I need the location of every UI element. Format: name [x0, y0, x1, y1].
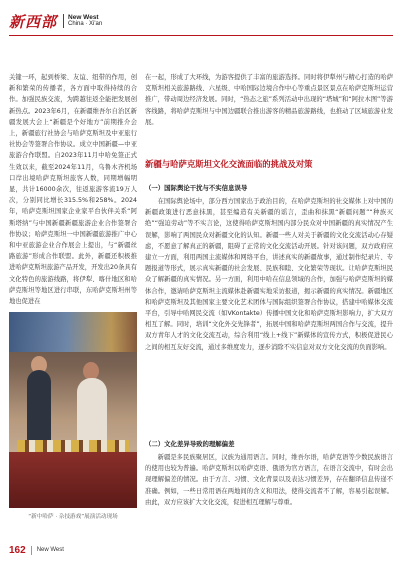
photo-display-table: [9, 452, 137, 508]
footer-magazine-name: New West: [36, 547, 64, 553]
page-footer: [9, 544, 64, 556]
left-paragraph: 关键一环，起到桥梁、友谊、纽带的作用，创新和繁荣的传播者，各方面中取得持续的合作。加强民族交流，为跨越往返全能把发展创新热点。2023年6月，在新疆维吾尔自治区新疆发展大会上“新疆是个好地方”前期推介会上，新疆旅行社协会与哈萨克斯坦及中亚旅行社协会等签署合作协议。成立中国新疆—中亚旅游合作联盟。自2023年11月中哈免签正式生效以来，截至2024年11月，乌鲁木齐机场口岸出境哈萨克斯坦旅客人数，同期增幅明显，共计16000余次，往返旅游客流19万人次，分别同比增长315.5%和258%。2024年，哈萨克斯坦国家企业家平台伙伴关系“阿斯塔纳”与中国新疆新疆旅游企业合作签署合作协议；哈萨克斯坦一中国新疆旅游推广中心和中亚旅游企业合作展会上提出，与“新疆丝路旅游”形成合作联盟。此外，新疆还积极推进哈萨克斯坦旅游产品开发，开发出20条具有文化特色的旅游线路，将伊犁、喀什地区和哈萨克斯坦等地区进行串联，东哈萨克斯坦州等地也促进在: [9, 74, 137, 306]
right-intro-paragraph: 在一起，形成了大环线，为游客提供了丰富的旅游选择。同时将伊犁州与精心打造的哈萨克斯坦相关旅游路线、六星级、中哈国际边境合作中心等重点景区景点在哈萨克斯坦运营推广，带动周边经济发展。同时，“热态之旅”系列活动中出现的“塔城”和“阿拉木图”等游客线路，将哈萨克斯坦与中国边疆联合推出游客的精品旅游路线，也推动了区域旅游业发展。: [145, 74, 393, 126]
subsection-1-body: [145, 196, 393, 353]
page-number: 162: [9, 544, 26, 556]
subsection-2-body: [145, 452, 393, 508]
subsection-1-paragraph: 在国际舆论场中，部分西方国家出于政治目的，在哈萨克斯坦的社交媒体上对中国的新疆政策进行恶意抹黑，甚至编造有关新疆的谣言，歪曲和抹黑“新疆问题”“种族灭绝”“强迫劳动”等不实言论，这使得哈萨克斯坦国内部分民众对中国新疆的真实情况产生误解，影响了两国民众对新疆文化的认知。新疆一些人对关于新疆的文化交流活动心存疑虑，不愿意了解真正的新疆，阻碍了正常的文化交流活动开展。针对该问题，双方政府应建立一方面，利用两国主流媒体和网络平台，讲述真实的新疆故事，通过制作纪录片、专题报道等形式，展示真实新疆的社会发展、民族和睦、文化繁荣等现状。让哈萨克斯坦民众了解新疆的真实情况。另一方面，利用中哈在信息领域的合作，加强与哈萨克斯坦的媒体合作，邀请哈萨克斯坦主流媒体赴新疆实地采访报道，揭示新疆的真实情况。新疆地区和哈萨克斯坦及其他国家主要文化艺术团体与国际组织签署合作协议，搭建中哈媒体交流平台，引导中哈网民交流（如VKontakte）传播中国文化和哈萨克斯坦影响力，扩大双方相互了解。同时，培训“文化外交先锋者”，拓展中国和哈萨克斯坦两国合作与交流，提升双方青年人才的文化交流互动，综合利用“线上+线下”新媒体的宣传方式，积极促进民心之间的相互友好交流，通过多维度发力，逐步消除不实信息对双方文化交流的负面影响。: [145, 198, 393, 351]
subsection-1-title: （一）国际舆论干扰与不实信息误导: [145, 184, 248, 192]
section-title: 新疆与哈萨克斯坦文化交流面临的挑战及对策: [145, 159, 313, 169]
photo-caption: “新中哈萨 · 杂技游戏”展演活动现场: [28, 514, 118, 520]
event-photo: [9, 312, 137, 508]
subsection-2-title: （二）文化差异导致的理解偏差: [145, 440, 235, 448]
left-column: [9, 72, 137, 307]
photo-person: [27, 370, 51, 450]
subsection-1: [145, 182, 393, 353]
footer-divider: [31, 546, 32, 555]
brand-english: [68, 14, 102, 28]
right-intro: [145, 72, 393, 128]
subsection-2: [145, 438, 393, 508]
magazine-logo: 新西部: [9, 12, 58, 31]
photo-banner: [9, 312, 137, 352]
subsection-2-paragraph: 新疆是多民族聚居区，汉族为通用语言。同时，维吾尔语，哈萨克语等少数民族语言的使用也较为普遍。哈萨克斯坦以哈萨克语、俄语为官方语言，在语言交流中，有时会出现理解偏差的情况。由于方言、习惯、文化背景以及表达习惯差异，存在翻译信息传递不准确。例如，一些日常用语在两地间的含义和用法，使得交流者不了解，容易引起误解。由此，双方应该扩大文化交流，促进相互理解与尊重。: [145, 454, 393, 506]
brand-english-title: New West: [68, 14, 99, 21]
magazine-brand: [9, 10, 102, 32]
brand-english-sub: China · Xi'an: [68, 21, 103, 27]
brand-divider: [63, 14, 64, 28]
header-rule: [9, 35, 393, 36]
